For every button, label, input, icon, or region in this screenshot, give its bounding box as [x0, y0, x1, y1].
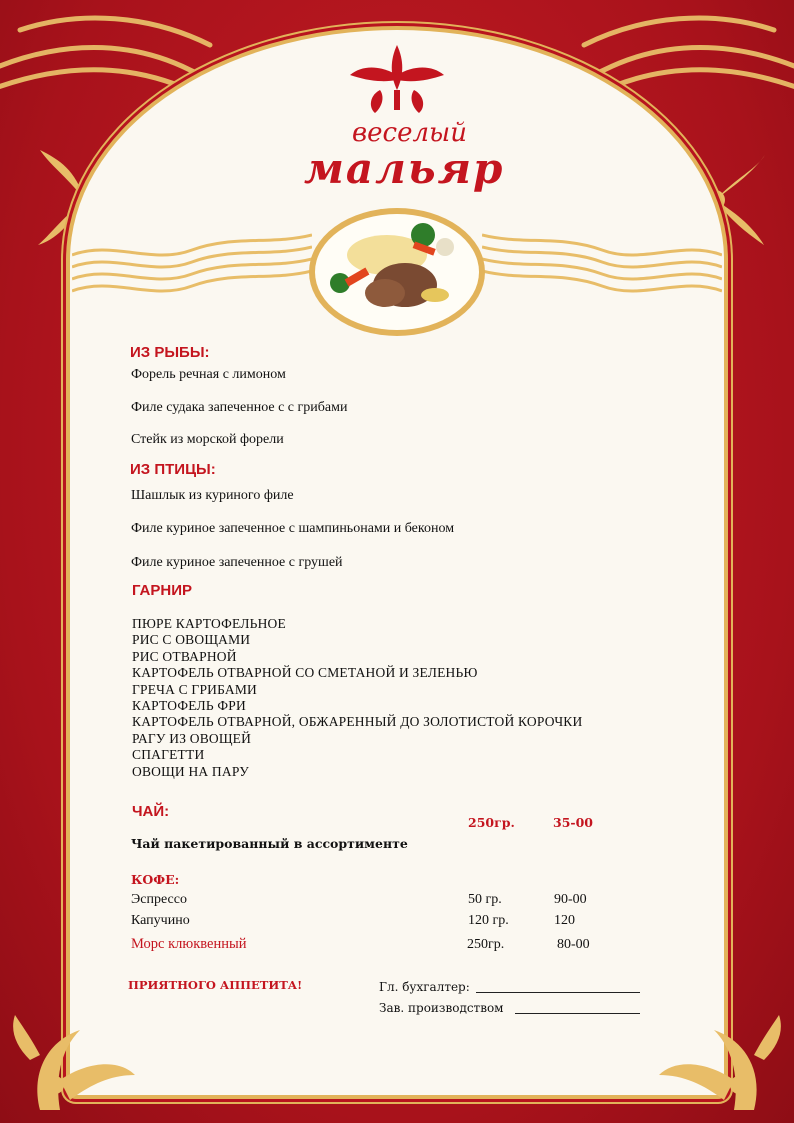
coffee-price: 120 — [554, 913, 575, 928]
production-signature-line — [515, 1013, 640, 1014]
list-item: КАРТОФЕЛЬ ОТВАРНОЙ, ОБЖАРЕННЫЙ ДО ЗОЛОТИСТОЙ КОРОЧКИ — [132, 714, 583, 730]
list-item: РИС ОТВАРНОЙ — [132, 648, 237, 664]
coffee-name: Капучино — [131, 913, 190, 928]
menu-item: Форель речная с лимоном — [131, 367, 286, 382]
mors-weight: 250гр. — [467, 937, 505, 952]
accountant-label: Гл. бухгалтер: — [379, 980, 470, 994]
list-item: КАРТОФЕЛЬ ОТВАРНОЙ СО СМЕТАНОЙ И ЗЕЛЕНЬЮ — [132, 665, 478, 681]
section-title-coffee: КОФЕ: — [131, 872, 180, 887]
tea-item: Чай пакетированный в ассортименте — [131, 836, 408, 851]
tea-weight: 250гр. — [468, 815, 515, 830]
gold-wave-ornament-left — [72, 215, 312, 315]
list-item: РАГУ ИЗ ОВОЩЕЙ — [132, 730, 252, 746]
coffee-weight: 50 гр. — [468, 892, 502, 907]
section-title-tea: ЧАЙ: — [132, 803, 170, 820]
coffee-weight: 120 гр. — [468, 913, 509, 928]
menu-item: Шашлык из куриного филе — [131, 488, 294, 503]
gold-wave-ornament-right — [482, 215, 722, 315]
logo-emblem — [340, 35, 454, 115]
menu-item: Филе куриное запеченное с грушей — [131, 555, 343, 570]
list-item: ОВОЩИ НА ПАРУ — [132, 763, 249, 779]
menu-item: Стейк из морской форели — [131, 432, 284, 447]
list-item: КАРТОФЕЛЬ ФРИ — [132, 698, 246, 714]
food-plate-image — [305, 205, 489, 340]
accountant-signature-line — [476, 992, 640, 993]
garnish-list — [132, 616, 582, 780]
coffee-name: Эспрессо — [131, 892, 187, 907]
menu-item: Филе куриное запеченное с шампиньонами и беконом — [131, 521, 455, 536]
greeting: ПРИЯТНОГО АППЕТИТА! — [128, 978, 303, 992]
production-label: Зав. производством — [379, 1001, 504, 1015]
tea-price: 35-00 — [553, 815, 593, 830]
logo-word-top: веселый — [352, 118, 467, 148]
bottom-left-flower-ornament — [0, 1000, 140, 1123]
section-title-fish: ИЗ РЫБЫ: — [130, 344, 210, 361]
mors-price: 80-00 — [557, 937, 590, 952]
menu-item: Филе судака запеченное с с грибами — [131, 400, 348, 415]
list-item: ГРЕЧА С ГРИБАМИ — [132, 681, 257, 697]
logo-word-bottom: мальяр — [304, 144, 505, 193]
list-item: СПАГЕТТИ — [132, 747, 205, 763]
coffee-price: 90-00 — [554, 892, 587, 907]
section-title-garnish: ГАРНИР — [132, 582, 193, 599]
list-item: ПЮРЕ КАРТОФЕЛЬНОЕ — [132, 616, 286, 631]
bottom-right-flower-ornament — [654, 1000, 794, 1123]
section-title-poultry: ИЗ ПТИЦЫ: — [130, 461, 216, 478]
list-item: РИС С ОВОЩАМИ — [132, 632, 251, 648]
mors-name: Морс клюквенный — [131, 936, 247, 952]
